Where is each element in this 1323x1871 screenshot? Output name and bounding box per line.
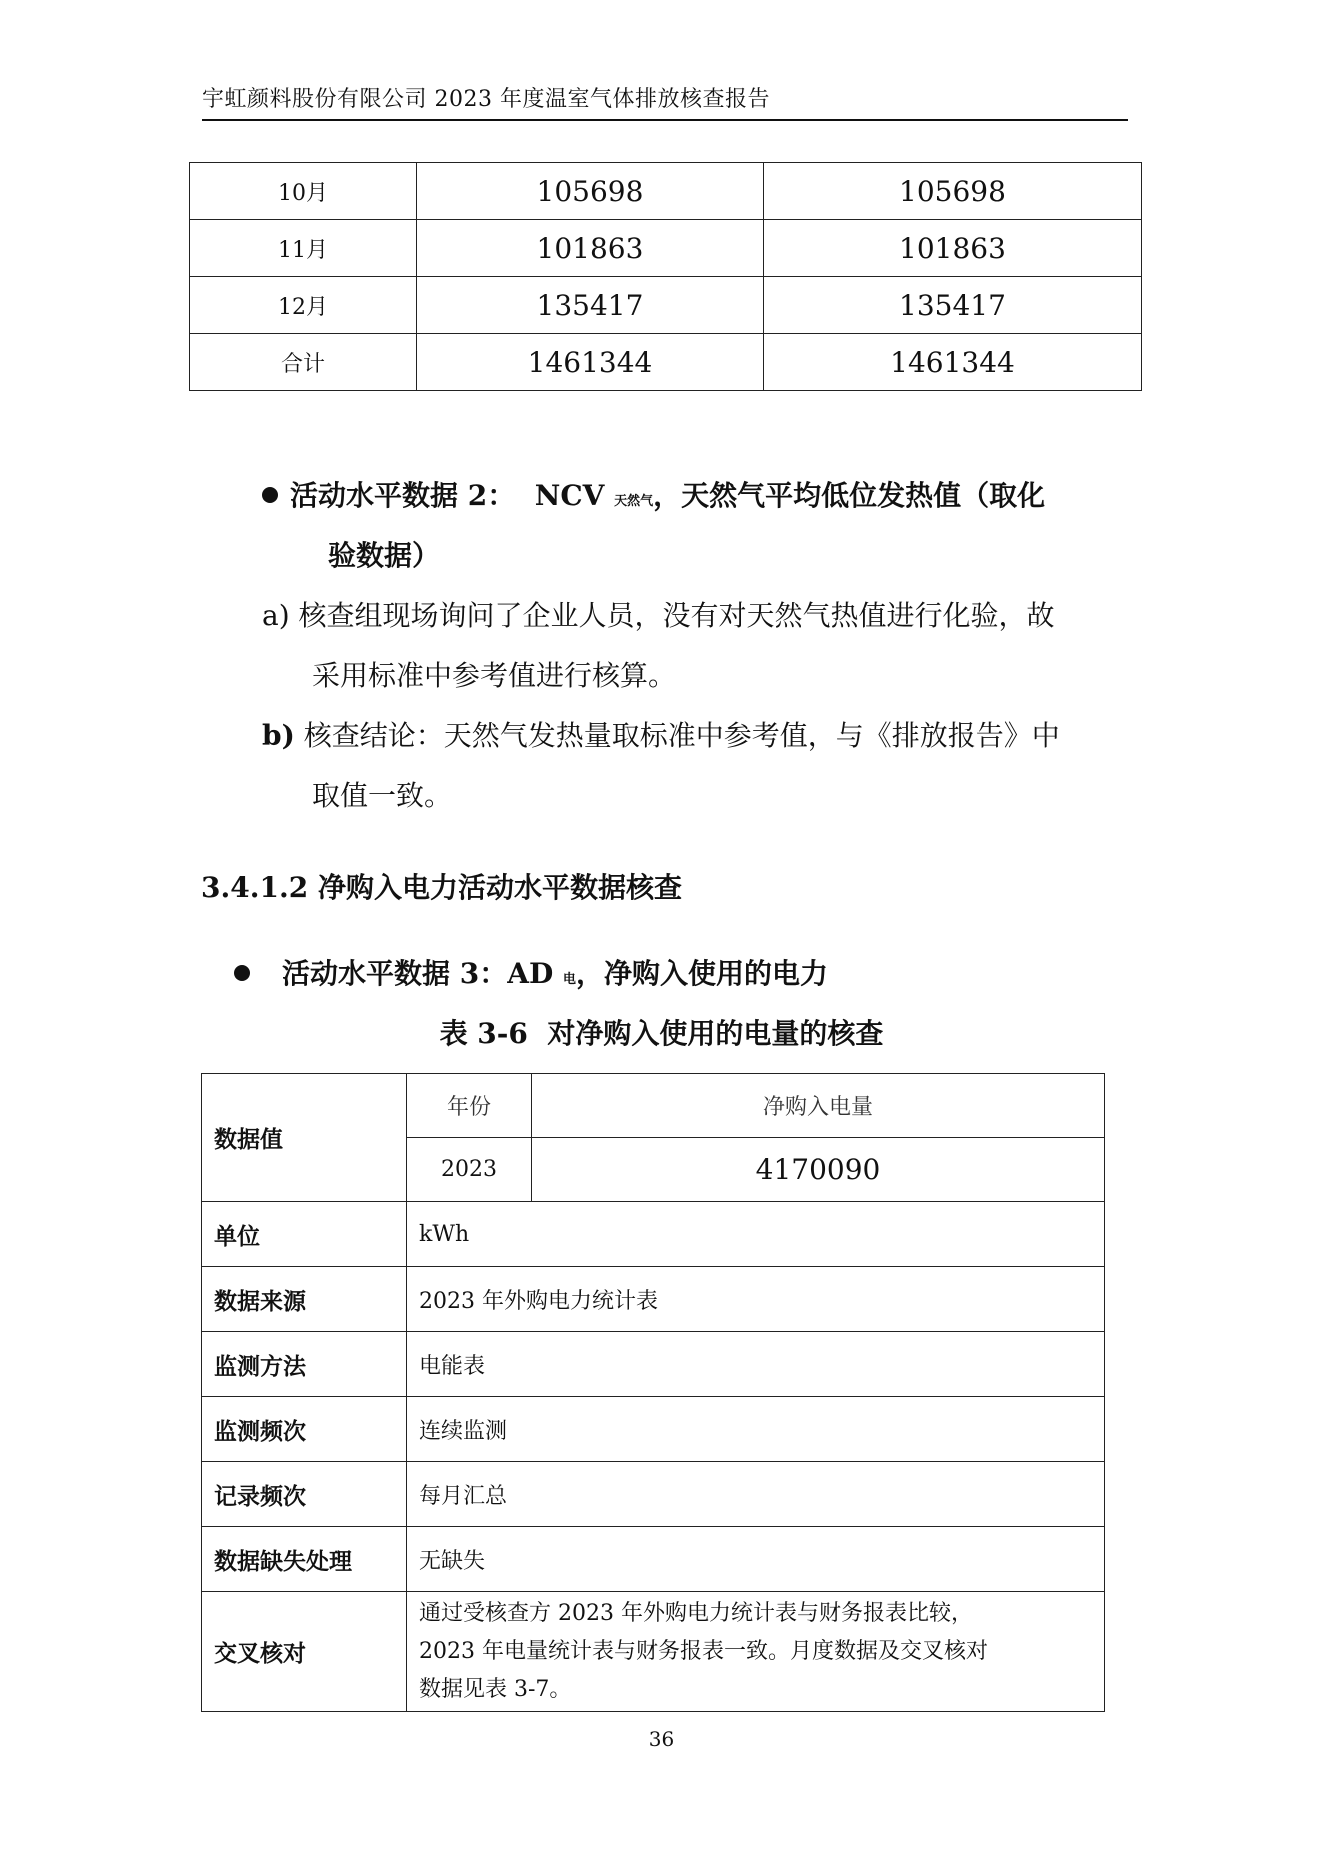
value-cell: 135417 xyxy=(417,277,764,334)
total-label-cell: 合计 xyxy=(190,334,417,391)
row-value: 无缺失 xyxy=(407,1527,1105,1592)
row-value: 连续监测 xyxy=(407,1397,1105,1462)
row-value: 每月汇总 xyxy=(407,1462,1105,1527)
value-cell: 135417 xyxy=(764,277,1142,334)
total-value-cell: 1461344 xyxy=(417,334,764,391)
row-value: 2023 年外购电力统计表 xyxy=(407,1267,1105,1332)
row-label: 监测频次 xyxy=(202,1397,407,1462)
item-a-line2: 采用标准中参考值进行核算。 xyxy=(312,659,677,692)
page-number: 36 xyxy=(648,1727,675,1751)
bullet-icon xyxy=(262,487,278,503)
table-row xyxy=(202,1332,1105,1397)
ncv-heading-line2: 验数据） xyxy=(328,539,441,572)
table-row xyxy=(202,1074,1105,1138)
ncv-heading: 活动水平数据 2： NCV 天然气，天然气平均低位发热值（取化 xyxy=(262,466,1045,532)
total-value-cell: 1461344 xyxy=(764,334,1142,391)
table-row xyxy=(190,277,1142,334)
row-value: kWh xyxy=(407,1202,1105,1267)
value-cell: 101863 xyxy=(764,220,1142,277)
section-heading: 3.4.1.2 净购入电力活动水平数据核查 xyxy=(201,871,682,904)
month-cell: 11月 xyxy=(190,220,417,277)
year-header: 年份 xyxy=(407,1074,532,1138)
month-cell: 10月 xyxy=(190,163,417,220)
page-header: 宇虹颜料股份有限公司 2023 年度温室气体排放核查报告 xyxy=(202,82,1128,121)
table-row xyxy=(202,1267,1105,1332)
month-cell: 12月 xyxy=(190,277,417,334)
cross-check-label: 交叉核对 xyxy=(202,1592,407,1712)
monthly-electricity-table xyxy=(189,162,1142,391)
table-caption: 表 3-6 对净购入使用的电量的核查 xyxy=(439,1017,884,1050)
year-value: 2023 xyxy=(407,1138,532,1202)
row-label: 记录频次 xyxy=(202,1462,407,1527)
row-label: 数据缺失处理 xyxy=(202,1527,407,1592)
ad-heading: 活动水平数据 3：AD 电，净购入使用的电力 xyxy=(234,944,828,1010)
value-cell: 101863 xyxy=(417,220,764,277)
table-row xyxy=(202,1592,1105,1712)
amount-header: 净购入电量 xyxy=(532,1074,1105,1138)
electricity-check-table xyxy=(201,1073,1105,1712)
data-value-label: 数据值 xyxy=(202,1074,407,1202)
cross-check-text: 通过受核查方 2023 年外购电力统计表与财务报表比较， 2023 年电量统计表与财务报表一致。月度数据及交叉核对 数据见表 3-7。 xyxy=(407,1592,1105,1712)
amount-value: 4170090 xyxy=(532,1138,1105,1202)
value-cell: 105698 xyxy=(764,163,1142,220)
table-row xyxy=(190,163,1142,220)
item-b-line2: 取值一致。 xyxy=(312,779,453,812)
item-b: b) 核查结论：天然气发热量取标准中参考值，与《排放报告》中 xyxy=(262,719,1060,752)
row-value: 电能表 xyxy=(407,1332,1105,1397)
table-row xyxy=(202,1397,1105,1462)
item-a: a) 核查组现场询问了企业人员，没有对天然气热值进行化验，故 xyxy=(262,599,1055,632)
table-row xyxy=(202,1527,1105,1592)
table-row xyxy=(190,334,1142,391)
bullet-icon xyxy=(234,965,250,981)
table-row xyxy=(190,220,1142,277)
row-label: 监测方法 xyxy=(202,1332,407,1397)
table-row xyxy=(202,1462,1105,1527)
table-row xyxy=(202,1202,1105,1267)
row-label: 数据来源 xyxy=(202,1267,407,1332)
value-cell: 105698 xyxy=(417,163,764,220)
row-label: 单位 xyxy=(202,1202,407,1267)
